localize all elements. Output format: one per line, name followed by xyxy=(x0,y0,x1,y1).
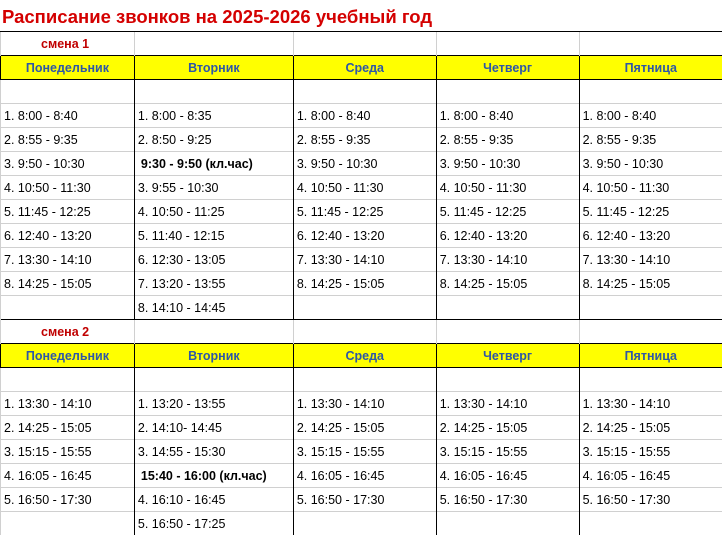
lesson-time-cell[interactable]: 1. 8:00 - 8:40 xyxy=(293,104,436,128)
lesson-time-cell[interactable]: 15:40 - 16:00 (кл.час) xyxy=(134,464,293,488)
lesson-time-cell[interactable]: 8. 14:25 - 15:05 xyxy=(579,272,722,296)
empty-cell[interactable] xyxy=(134,80,293,104)
lesson-time-cell[interactable] xyxy=(579,296,722,320)
shift-label-row xyxy=(1,32,722,56)
empty-cell[interactable] xyxy=(579,32,722,56)
lesson-time-cell[interactable]: 2. 8:55 - 9:35 xyxy=(293,128,436,152)
lesson-time-cell[interactable] xyxy=(1,512,135,536)
lesson-time-cell[interactable]: 5. 11:40 - 12:15 xyxy=(134,224,293,248)
lesson-time-cell[interactable]: 2. 14:25 - 15:05 xyxy=(293,416,436,440)
lesson-time-cell[interactable]: 7. 13:30 - 14:10 xyxy=(293,248,436,272)
lesson-time-cell[interactable]: 8. 14:25 - 15:05 xyxy=(436,272,579,296)
lesson-time-cell[interactable] xyxy=(436,512,579,536)
lesson-time-cell[interactable]: 3. 9:50 - 10:30 xyxy=(436,152,579,176)
empty-cell[interactable] xyxy=(134,32,293,56)
lesson-time-cell[interactable]: 2. 14:25 - 15:05 xyxy=(1,416,135,440)
lesson-time-cell[interactable]: 5. 11:45 - 12:25 xyxy=(579,200,722,224)
day-header-3[interactable]: Среда xyxy=(293,56,436,80)
lesson-time-cell[interactable]: 4. 10:50 - 11:30 xyxy=(293,176,436,200)
lesson-time-cell[interactable]: 1. 13:30 - 14:10 xyxy=(1,392,135,416)
empty-cell[interactable] xyxy=(579,320,722,344)
lesson-time-cell[interactable] xyxy=(1,296,135,320)
lesson-time-cell[interactable]: 4. 16:05 - 16:45 xyxy=(293,464,436,488)
lesson-time-cell[interactable] xyxy=(293,296,436,320)
lesson-time-cell[interactable]: 3. 9:50 - 10:30 xyxy=(293,152,436,176)
lesson-time-cell[interactable]: 5. 16:50 - 17:25 xyxy=(134,512,293,536)
lesson-time-cell[interactable]: 5. 16:50 - 17:30 xyxy=(1,488,135,512)
lesson-time-cell[interactable]: 5. 16:50 - 17:30 xyxy=(579,488,722,512)
lesson-row xyxy=(1,176,722,200)
lesson-time-cell[interactable]: 4. 10:50 - 11:30 xyxy=(1,176,135,200)
lesson-time-cell[interactable]: 6. 12:40 - 13:20 xyxy=(293,224,436,248)
empty-cell[interactable] xyxy=(436,320,579,344)
lesson-time-cell[interactable]: 2. 8:50 - 9:25 xyxy=(134,128,293,152)
lesson-time-cell[interactable]: 1. 8:00 - 8:40 xyxy=(579,104,722,128)
lesson-time-cell[interactable]: 6. 12:40 - 13:20 xyxy=(579,224,722,248)
lesson-row xyxy=(1,464,722,488)
lesson-time-cell[interactable]: 1. 13:30 - 14:10 xyxy=(436,392,579,416)
day-header-4[interactable]: Четверг xyxy=(436,344,579,368)
shift-label[interactable]: смена 1 xyxy=(1,32,135,56)
empty-cell[interactable] xyxy=(1,80,135,104)
lesson-time-cell[interactable]: 4. 16:10 - 16:45 xyxy=(134,488,293,512)
lesson-row xyxy=(1,200,722,224)
lesson-row xyxy=(1,392,722,416)
lesson-time-cell[interactable]: 3. 9:50 - 10:30 xyxy=(579,152,722,176)
lesson-row xyxy=(1,152,722,176)
lesson-time-cell[interactable]: 3. 9:55 - 10:30 xyxy=(134,176,293,200)
lesson-time-cell[interactable]: 2. 8:55 - 9:35 xyxy=(579,128,722,152)
empty-cell[interactable] xyxy=(134,368,293,392)
lesson-time-cell[interactable]: 5. 11:45 - 12:25 xyxy=(293,200,436,224)
lesson-time-cell[interactable]: 4. 16:05 - 16:45 xyxy=(579,464,722,488)
empty-cell[interactable] xyxy=(134,320,293,344)
lesson-row xyxy=(1,296,722,320)
lesson-time-cell[interactable]: 7. 13:20 - 13:55 xyxy=(134,272,293,296)
lesson-time-cell[interactable]: 4. 10:50 - 11:30 xyxy=(579,176,722,200)
lesson-time-cell[interactable]: 3. 15:15 - 15:55 xyxy=(293,440,436,464)
lesson-time-cell[interactable]: 1. 8:00 - 8:35 xyxy=(134,104,293,128)
lesson-time-cell[interactable]: 4. 10:50 - 11:25 xyxy=(134,200,293,224)
lesson-time-cell[interactable]: 1. 13:20 - 13:55 xyxy=(134,392,293,416)
lesson-time-cell[interactable] xyxy=(436,296,579,320)
lesson-time-cell[interactable]: 1. 8:00 - 8:40 xyxy=(1,104,135,128)
lesson-time-cell[interactable] xyxy=(579,512,722,536)
empty-cell[interactable] xyxy=(436,368,579,392)
blank-row xyxy=(1,80,722,104)
lesson-time-cell[interactable]: 5. 16:50 - 17:30 xyxy=(436,488,579,512)
lesson-time-cell[interactable]: 2. 8:55 - 9:35 xyxy=(436,128,579,152)
lesson-time-cell[interactable]: 2. 14:25 - 15:05 xyxy=(579,416,722,440)
day-header-3[interactable]: Среда xyxy=(293,344,436,368)
lesson-row xyxy=(1,272,722,296)
lesson-time-cell[interactable]: 3. 15:15 - 15:55 xyxy=(579,440,722,464)
lesson-time-cell[interactable]: 4. 16:05 - 16:45 xyxy=(1,464,135,488)
lesson-time-cell[interactable]: 2. 8:55 - 9:35 xyxy=(1,128,135,152)
day-header-row xyxy=(1,344,722,368)
lesson-time-cell[interactable]: 3. 15:15 - 15:55 xyxy=(1,440,135,464)
lesson-time-cell[interactable]: 3. 15:15 - 15:55 xyxy=(436,440,579,464)
lesson-time-cell[interactable]: 6. 12:30 - 13:05 xyxy=(134,248,293,272)
empty-cell[interactable] xyxy=(293,80,436,104)
empty-cell[interactable] xyxy=(293,32,436,56)
lesson-time-cell[interactable]: 8. 14:10 - 14:45 xyxy=(134,296,293,320)
lesson-time-cell[interactable]: 2. 14:25 - 15:05 xyxy=(436,416,579,440)
empty-cell[interactable] xyxy=(436,32,579,56)
lesson-row xyxy=(1,224,722,248)
lesson-time-cell[interactable]: 3. 9:50 - 10:30 xyxy=(1,152,135,176)
blank-row xyxy=(1,368,722,392)
lesson-time-cell[interactable]: 6. 12:40 - 13:20 xyxy=(436,224,579,248)
shift-label[interactable]: смена 2 xyxy=(1,320,135,344)
lesson-row xyxy=(1,440,722,464)
day-header-1[interactable]: Понедельник xyxy=(1,344,135,368)
day-header-5[interactable]: Пятница xyxy=(579,56,722,80)
lesson-time-cell[interactable]: 1. 13:30 - 14:10 xyxy=(579,392,722,416)
lesson-time-cell[interactable]: 1. 8:00 - 8:40 xyxy=(436,104,579,128)
lesson-time-cell[interactable] xyxy=(293,512,436,536)
lesson-time-cell[interactable]: 5. 11:45 - 12:25 xyxy=(1,200,135,224)
lesson-time-cell[interactable]: 5. 11:45 - 12:25 xyxy=(436,200,579,224)
schedule-table xyxy=(0,31,722,535)
lesson-time-cell[interactable]: 6. 12:40 - 13:20 xyxy=(1,224,135,248)
lesson-time-cell[interactable]: 8. 14:25 - 15:05 xyxy=(293,272,436,296)
lesson-row xyxy=(1,104,722,128)
day-header-1[interactable]: Понедельник xyxy=(1,56,135,80)
empty-cell[interactable] xyxy=(293,368,436,392)
day-header-2[interactable]: Вторник xyxy=(134,56,293,80)
empty-cell[interactable] xyxy=(293,320,436,344)
empty-cell[interactable] xyxy=(436,80,579,104)
lesson-time-cell[interactable]: 1. 13:30 - 14:10 xyxy=(293,392,436,416)
lesson-time-cell[interactable]: 9:30 - 9:50 (кл.час) xyxy=(134,152,293,176)
shift-label-row xyxy=(1,320,722,344)
lesson-time-cell[interactable]: 2. 14:10- 14:45 xyxy=(134,416,293,440)
lesson-row xyxy=(1,128,722,152)
lesson-time-cell[interactable]: 7. 13:30 - 14:10 xyxy=(579,248,722,272)
lesson-row xyxy=(1,488,722,512)
day-header-row xyxy=(1,56,722,80)
lesson-time-cell[interactable]: 5. 16:50 - 17:30 xyxy=(293,488,436,512)
empty-cell[interactable] xyxy=(1,368,135,392)
page-title: Расписание звонков на 2025-2026 учебный год xyxy=(2,6,433,27)
lesson-time-cell[interactable]: 7. 13:30 - 14:10 xyxy=(436,248,579,272)
empty-cell[interactable] xyxy=(579,368,722,392)
lesson-time-cell[interactable]: 8. 14:25 - 15:05 xyxy=(1,272,135,296)
lesson-time-cell[interactable]: 7. 13:30 - 14:10 xyxy=(1,248,135,272)
empty-cell[interactable] xyxy=(579,80,722,104)
day-header-2[interactable]: Вторник xyxy=(134,344,293,368)
lesson-time-cell[interactable]: 3. 14:55 - 15:30 xyxy=(134,440,293,464)
day-header-4[interactable]: Четверг xyxy=(436,56,579,80)
lesson-time-cell[interactable]: 4. 10:50 - 11:30 xyxy=(436,176,579,200)
day-header-5[interactable]: Пятница xyxy=(579,344,722,368)
lesson-row xyxy=(1,416,722,440)
lesson-row xyxy=(1,512,722,536)
lesson-time-cell[interactable]: 4. 16:05 - 16:45 xyxy=(436,464,579,488)
lesson-row xyxy=(1,248,722,272)
